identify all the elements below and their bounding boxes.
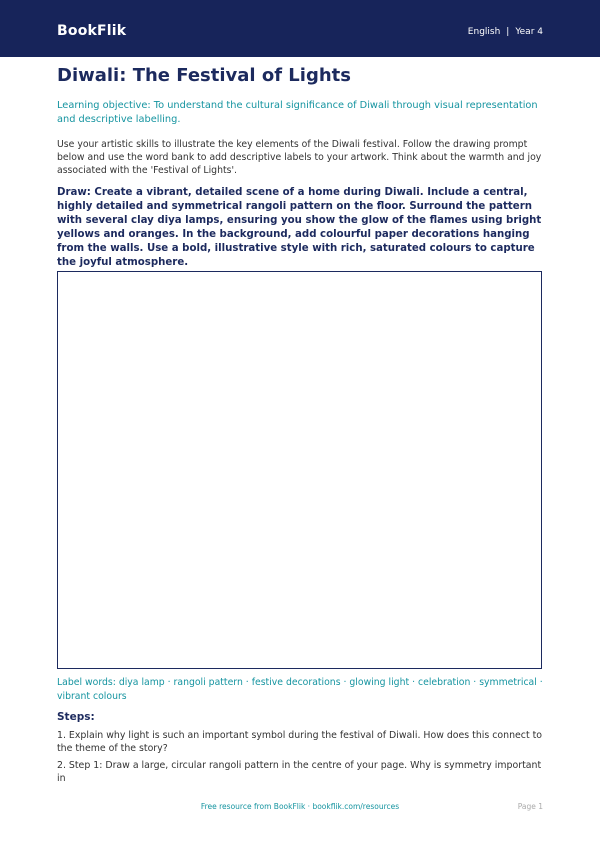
drawing-prompt: Draw: Create a vibrant, detailed scene of a home during Diwali. Include a central, highly detailed and symmetrical rangoli pattern on the floor. Surround the pattern with several clay diya lamps, ensuring you show the glow of the flames using bright yellows and oranges. In the background, add colourful paper decorations hanging from the walls. Use a bold, illustrative style with rich, saturated colours to capture the joyful atmosphere. (57, 187, 542, 268)
brand-logo: BookFlik (57, 23, 127, 39)
footer-credit: Free resource from BookFlik · bookflik.com/resources (200, 802, 400, 811)
intro-text: Use your artistic skills to illustrate the key elements of the Diwali festival. Follow the drawing prompt below and use the word bank to add descriptive labels to your artwork. Think about the warmth and joy associated with the 'Festival of Lights'. (57, 139, 542, 176)
page-title: Diwali: The Festival of Lights (57, 65, 351, 86)
step-item: 2. Step 1: Draw a large, circular rangoli pattern in the centre of your page. Why is symmetry important in (57, 760, 542, 784)
header-separator: | (506, 27, 510, 37)
header-meta (468, 27, 543, 37)
steps-clip (0, 727, 600, 784)
year-label: Year 4 (515, 27, 543, 37)
label-word-bank: Label words: diya lamp · rangoli pattern · festive decorations · glowing light · celebration · symmetrical · vibrant colours (57, 677, 543, 702)
steps-heading: Steps: (57, 711, 95, 723)
learning-objective: Learning objective: To understand the cultural significance of Diwali through visual representation and descriptive labelling. (57, 100, 538, 125)
page-number: Page 1 (517, 802, 543, 811)
page-header (0, 0, 600, 57)
subject-label: English (467, 27, 501, 37)
step-item: 1. Explain why light is such an important symbol during the festival of Diwali. How does this connect to the theme of the story? (57, 730, 543, 754)
steps-list (57, 729, 543, 789)
drawing-area[interactable] (57, 271, 542, 669)
